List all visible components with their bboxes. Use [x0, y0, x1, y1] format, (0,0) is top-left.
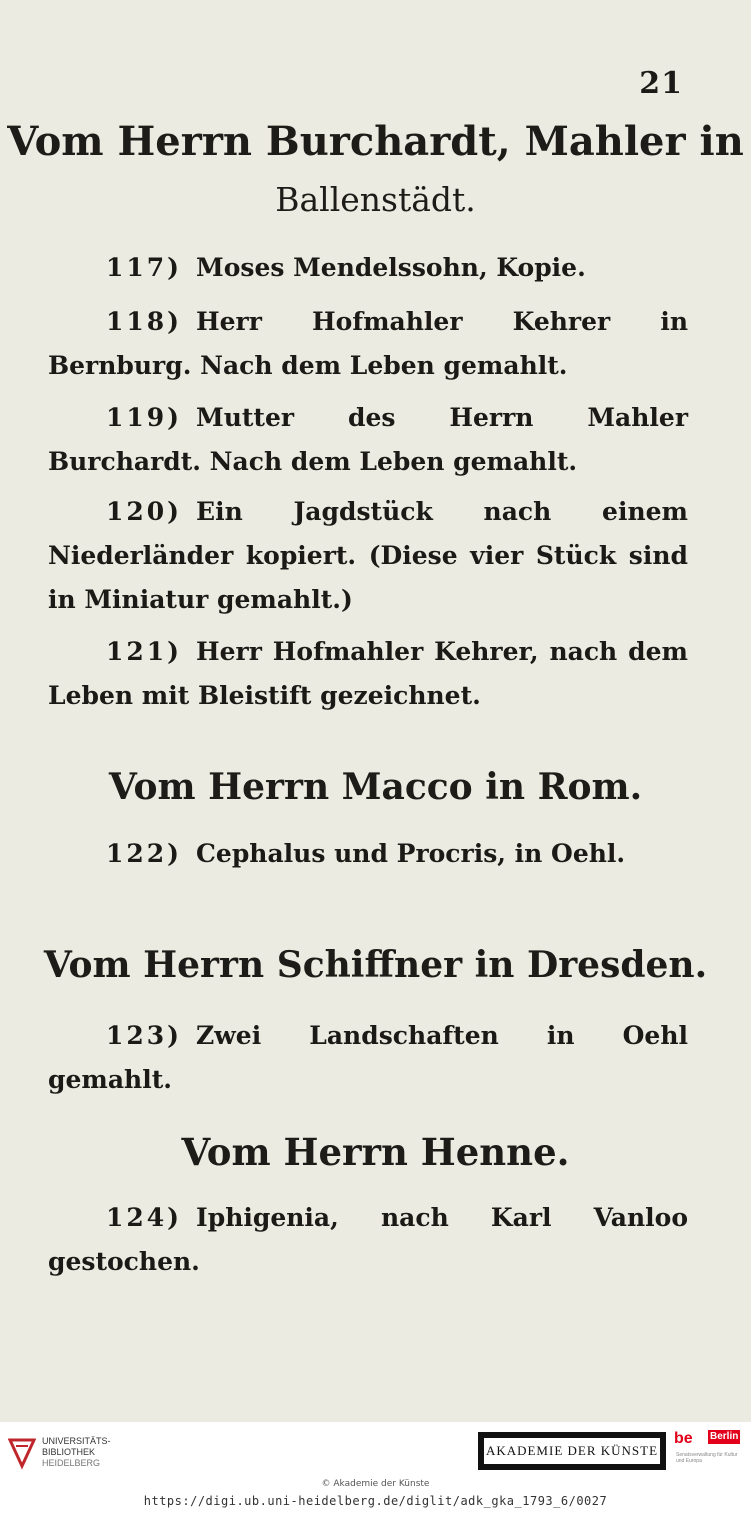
entry-text: Zwei Landschaften in Oehl gemahlt. [48, 1021, 688, 1094]
page-number: 21 [639, 66, 683, 101]
berlin-tag: Berlin [710, 1431, 739, 1442]
logo-line: UNIVERSITÄTS- [42, 1436, 111, 1446]
akademie-logo-text: AKADEMIE DER KÜNSTE [484, 1438, 660, 1464]
catalog-entry [48, 396, 688, 484]
berlin-be-text: be [674, 1430, 693, 1447]
akademie-logo[interactable] [478, 1432, 666, 1470]
entry-text: Iphigenia, nach Karl Vanloo gestochen. [48, 1203, 688, 1276]
entry-number: 123) [106, 1021, 183, 1050]
entry-number: 120) [106, 497, 183, 526]
entry-text: Herr Hofmahler Kehrer in Bernburg. Nach dem Leben gemahlt. [48, 307, 688, 380]
entry-text: Mutter des Herrn Mahler Burchardt. Nach dem Leben gemahlt. [48, 403, 688, 476]
entry-text: Herr Hofmahler Kehrer, nach dem Leben mit Bleistift gezeichnet. [48, 637, 688, 710]
entry-number: 124) [106, 1203, 183, 1232]
entry-text: Ein Jagdstück nach einem Niederländer kopiert. (Diese vier Stück sind in Miniatur gemahlt.) [48, 497, 688, 614]
copyright-notice: © Akademie der Künste [321, 1479, 430, 1489]
berlin-logo[interactable] [674, 1428, 744, 1474]
section-heading-henne: Vom Herrn Henne. [181, 1130, 570, 1174]
entry-text: Cephalus und Procris, in Oehl. [196, 839, 626, 868]
catalog-entry [48, 832, 688, 876]
section-heading-macco: Vom Herrn Macco in Rom. [108, 766, 643, 808]
entry-number: 119) [106, 403, 183, 432]
catalog-entry [48, 1014, 688, 1102]
section-heading-burchardt: Vom Herrn Burchardt, Mahler in [7, 118, 744, 165]
university-library-icon [8, 1436, 36, 1470]
catalog-entry [48, 630, 688, 718]
catalog-entry [48, 1196, 688, 1284]
catalog-entry [48, 490, 688, 622]
university-library-name [42, 1436, 111, 1469]
berlin-subtitle: Senatsverwaltung für Kultur und Europa [676, 1452, 738, 1464]
section-heading-schiffner: Vom Herrn Schiffner in Dresden. [43, 944, 708, 986]
entry-number: 121) [106, 637, 183, 666]
entry-number: 122) [106, 839, 183, 868]
section-heading-burchardt-line2: Ballenstädt. [275, 180, 476, 219]
catalog-entry [48, 300, 688, 388]
catalog-entry [48, 246, 688, 290]
logo-line: BIBLIOTHEK [42, 1447, 96, 1457]
viewer-footer [0, 1422, 751, 1516]
university-library-logo[interactable] [8, 1428, 228, 1480]
entry-text: Moses Mendelssohn, Kopie. [196, 253, 586, 282]
entry-number: 118) [106, 307, 183, 336]
page-url-link[interactable]: https://digi.ub.uni-heidelberg.de/diglit/adk_gka_1793_6/0027 [143, 1494, 608, 1508]
logo-line: HEIDELBERG [42, 1458, 101, 1468]
entry-number: 117) [106, 253, 183, 282]
